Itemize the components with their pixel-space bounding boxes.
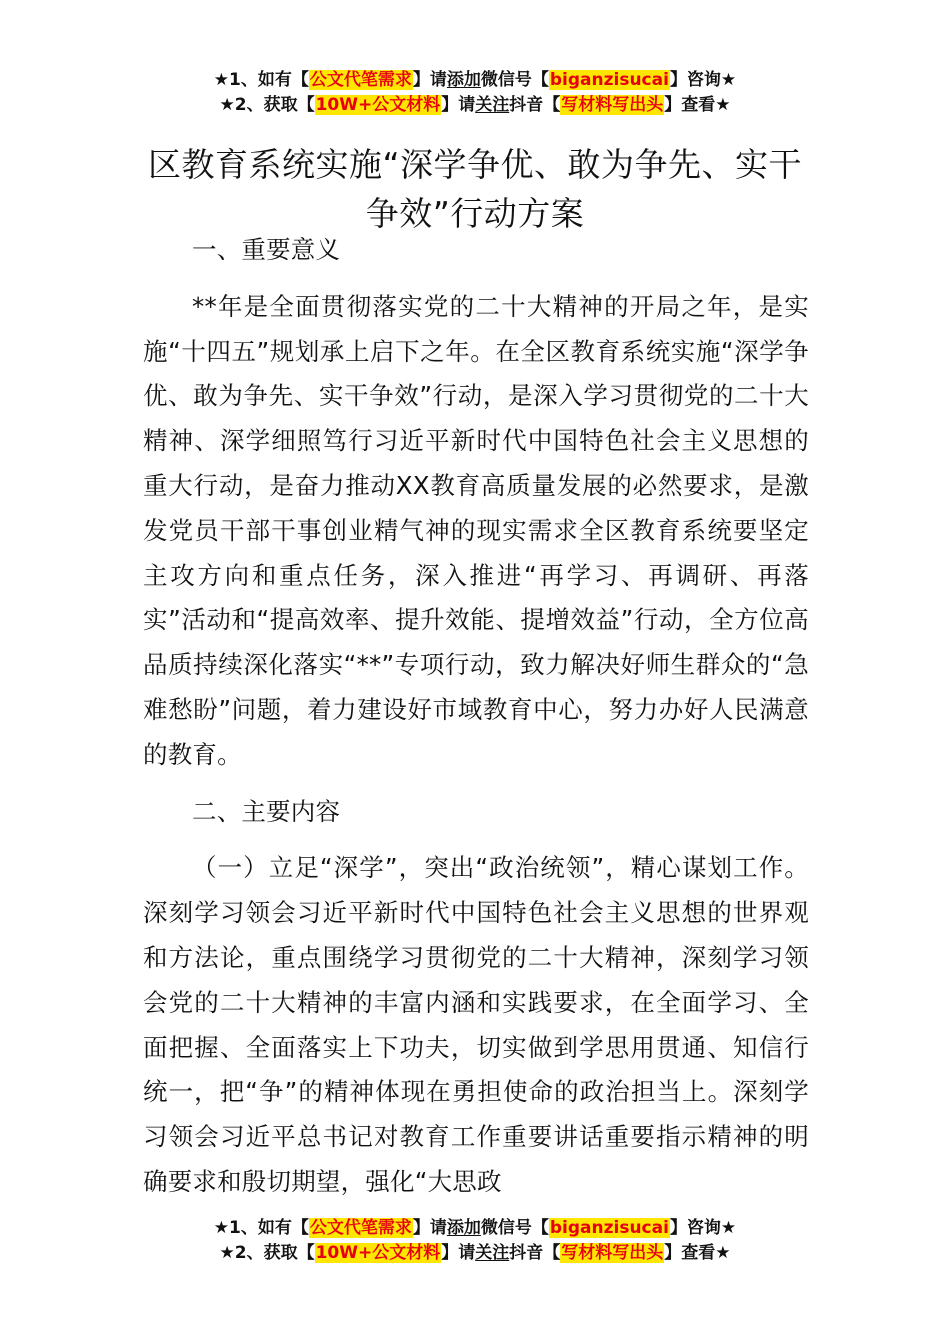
promo-highlight: 公文代笔需求 xyxy=(309,70,412,90)
promo-line-2 xyxy=(0,1241,950,1266)
promo-highlight: biganzisucai xyxy=(549,1218,669,1238)
promo-text: 】咨询★ xyxy=(669,1218,737,1238)
promo-highlight: 写材料写出头 xyxy=(561,95,664,115)
promo-text: 】查看★ xyxy=(664,95,731,115)
promo-text: 微信号【 xyxy=(480,70,549,90)
promo-highlight: 公文代笔需求 xyxy=(309,1218,412,1238)
promo-text: ★1、如有【 xyxy=(213,1218,309,1238)
promo-text: ★1、如有【 xyxy=(213,70,309,90)
promo-underlined: 添加 xyxy=(446,70,481,90)
promo-highlight: 写材料写出头 xyxy=(561,1243,664,1263)
section-paragraph-1: **年是全面贯彻落实党的二十大精神的开局之年，是实施“十四五”规划承上启下之年。在全区教育系统实施“深学争优、敢为争先、实干争效”行动，是深入学习贯彻党的二十大精神、深学细照笃行习近平新时代中国特色社会主义思想的重大行动，是奋力推动XX教育高质量发展的必然要求，是激发党员干部干事创业精气神的现实需求全区教育系统要坚定主攻方向和重点任务，深入推进“再学习、再调研、再落实”活动和“提高效率、提升效能、提增效益”行动，全方位高品质持续深化落实“**”专项行动，致力解决好师生群众的“急难愁盼”问题，着力建设好市域教育中心，努力办好人民满意的教育。 xyxy=(143,291,809,769)
promo-highlight: 10W+公文材料 xyxy=(315,95,441,115)
section-heading-1: 一、重要意义 xyxy=(192,235,341,264)
promo-underlined: 关注 xyxy=(475,1243,510,1263)
section-heading-2: 二、主要内容 xyxy=(192,796,341,826)
promo-underlined: 关注 xyxy=(475,95,510,115)
promo-text: 】请 xyxy=(441,1243,476,1263)
promo-underlined: 添加 xyxy=(446,1218,481,1238)
promo-banner-top xyxy=(0,68,950,118)
promo-text: 微信号【 xyxy=(480,1218,549,1238)
promo-highlight: biganzisucai xyxy=(549,70,669,90)
promo-banner-bottom xyxy=(0,1216,950,1266)
promo-text: 】请 xyxy=(441,95,476,115)
promo-text: 】请 xyxy=(412,1218,447,1238)
promo-text: 】请 xyxy=(412,70,447,90)
promo-text: 】咨询★ xyxy=(669,70,737,90)
promo-text: 抖音【 xyxy=(509,1243,561,1263)
promo-text: ★2、获取【 xyxy=(219,95,315,115)
promo-line-2 xyxy=(0,93,950,118)
promo-line-1 xyxy=(0,68,950,93)
promo-text: 】查看★ xyxy=(664,1243,731,1263)
promo-text: ★2、获取【 xyxy=(219,1243,315,1263)
promo-text: 抖音【 xyxy=(509,95,561,115)
document-body xyxy=(143,228,809,1217)
promo-line-1 xyxy=(0,1216,950,1241)
section-paragraph-2: （一）立足“深学”，突出“政治统领”，精心谋划工作。深刻学习领会习近平新时代中国特色社会主义思想的世界观和方法论，重点围绕学习贯彻党的二十大精神，深刻学习领会党的二十大精神的丰富内涵和实践要求，在全面学习、全面把握、全面落实上下功夫，切实做到学思用贯通、知信行统一，把“争”的精神体现在勇担使命的政治担当上。深刻学习领会习近平总书记对教育工作重要讲话重要指示精神的明确要求和殷切期望，强化“大思政 xyxy=(143,853,809,1196)
promo-highlight: 10W+公文材料 xyxy=(315,1243,441,1263)
document-title: 区教育系统实施“深学争优、敢为争先、实干争效”行动方案 xyxy=(147,145,803,234)
